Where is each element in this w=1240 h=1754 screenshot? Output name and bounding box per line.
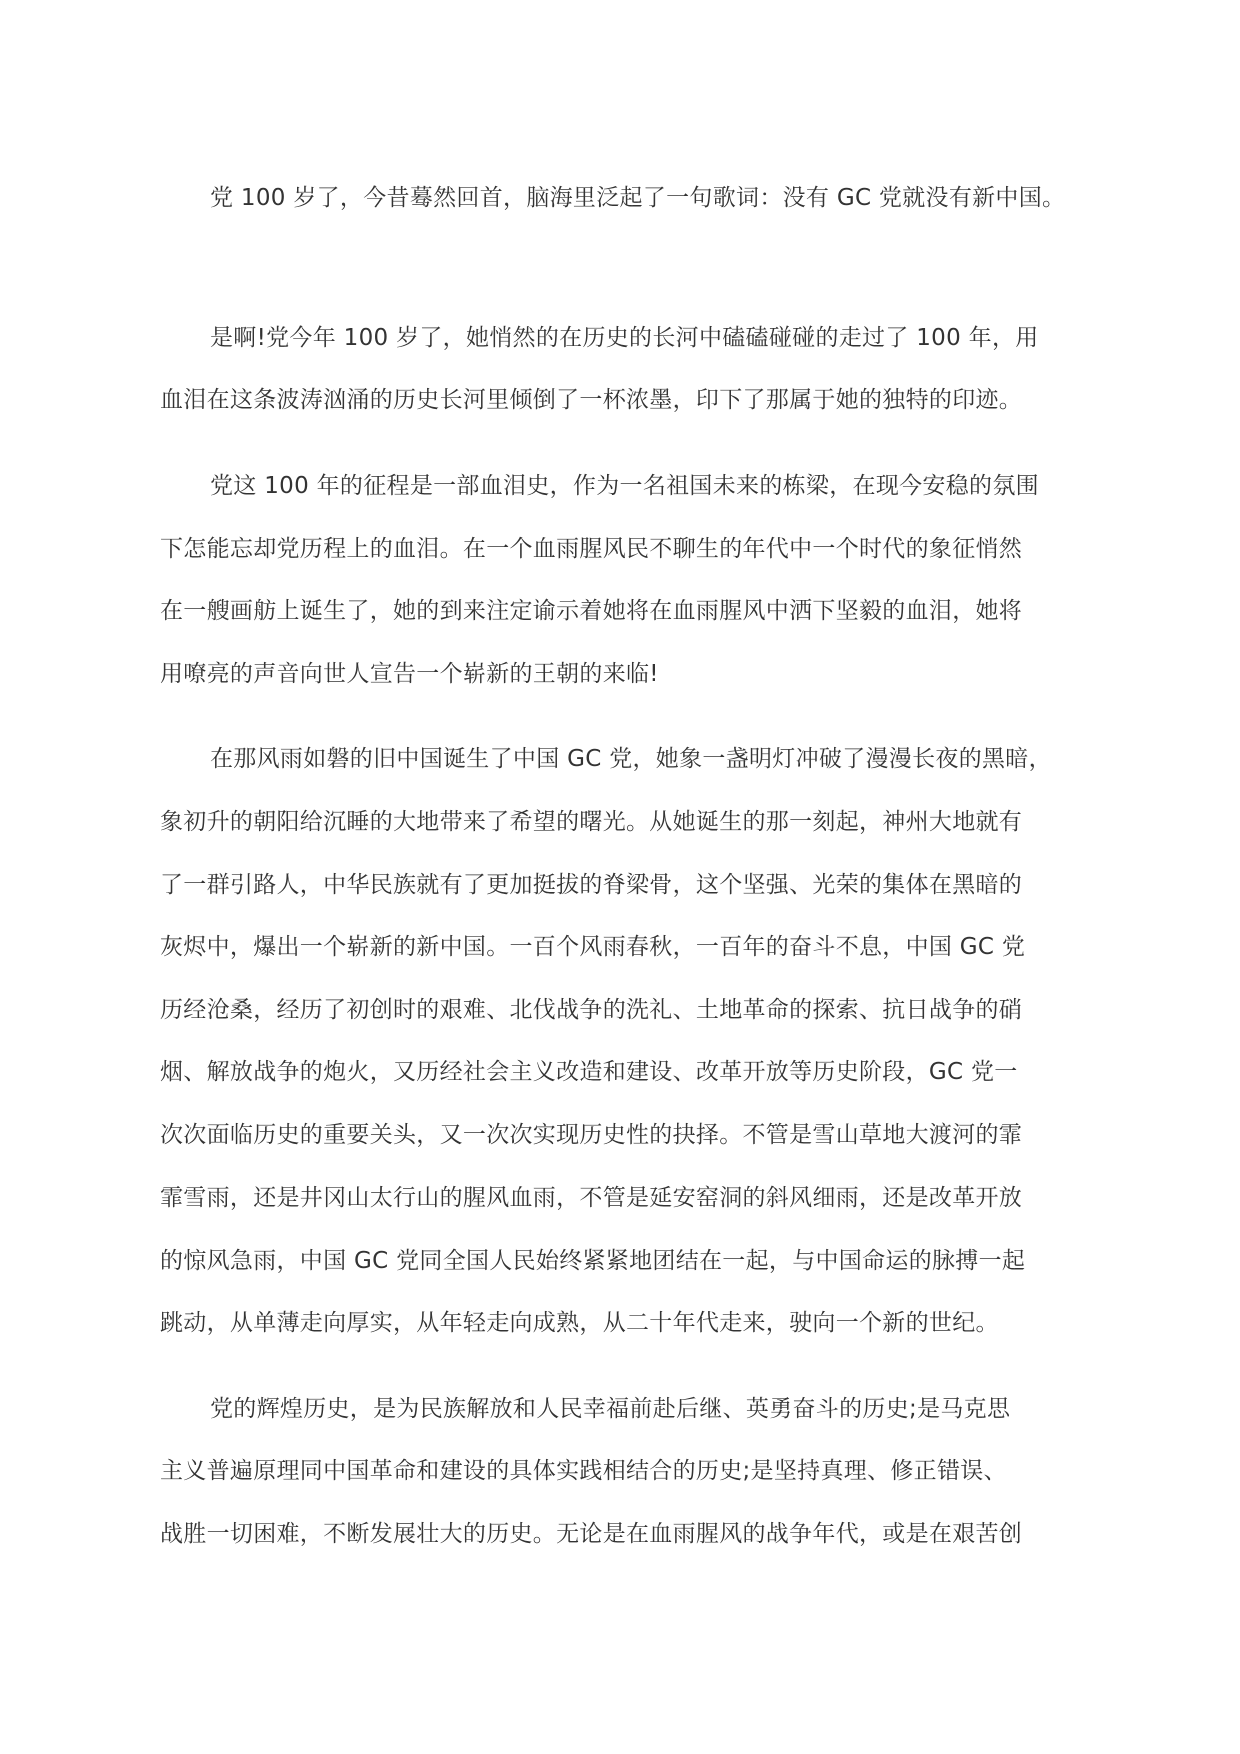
paragraph-5-line-1: 党的辉煌历史，是为民族解放和人民幸福前赴后继、英勇奋斗的历史;是马克思 [210, 1396, 1011, 1422]
paragraph-4-line-7: 次次面临历史的重要关头，又一次次实现历史性的抉择。不管是雪山草地大渡河的霏 [160, 1122, 1023, 1148]
paragraph-3-line-3: 在一艘画舫上诞生了，她的到来注定谕示着她将在血雨腥风中洒下坚毅的血泪，她将 [160, 598, 1023, 624]
paragraph-2-line-2: 血泪在这条波涛汹涌的历史长河里倾倒了一杯浓墨，印下了那属于她的独特的印迹。 [160, 387, 1023, 413]
paragraph-4-line-1: 在那风雨如磐的旧中国诞生了中国 GC 党，她象一盏明灯冲破了漫漫长夜的黑暗， [210, 746, 1052, 772]
paragraph-1-line-1: 党 100 岁了，今昔蓦然回首，脑海里泛起了一句歌词：没有 GC 党就没有新中国。 [210, 185, 1066, 211]
paragraph-4-line-9: 的惊风急雨，中国 GC 党同全国人民始终紧紧地团结在一起，与中国命运的脉搏一起 [160, 1248, 1026, 1274]
paragraph-4-line-8: 霏雪雨，还是井冈山太行山的腥风血雨，不管是延安窑洞的斜风细雨，还是改革开放 [160, 1185, 1023, 1211]
paragraph-5-line-2: 主义普遍原理同中国革命和建设的具体实践相结合的历史;是坚持真理、修正错误、 [160, 1458, 1007, 1484]
paragraph-3-line-4: 用嘹亮的声音向世人宣告一个崭新的王朝的来临! [160, 661, 659, 687]
paragraph-4-line-2: 象初升的朝阳给沉睡的大地带来了希望的曙光。从她诞生的那一刻起，神州大地就有 [160, 809, 1023, 835]
paragraph-3-line-2: 下怎能忘却党历程上的血泪。在一个血雨腥风民不聊生的年代中一个时代的象征悄然 [160, 536, 1023, 562]
paragraph-4-line-4: 灰烬中，爆出一个崭新的新中国。一百个风雨春秋，一百年的奋斗不息，中国 GC 党 [160, 934, 1026, 960]
paragraph-4-line-6: 烟、解放战争的炮火，又历经社会主义改造和建设、改革开放等历史阶段，GC 党一 [160, 1059, 1018, 1085]
paragraph-3-line-1: 党这 100 年的征程是一部血泪史，作为一名祖国未来的栋梁，在现今安稳的氛围 [210, 473, 1039, 499]
paragraph-2-line-1: 是啊!党今年 100 岁了，她悄然的在历史的长河中磕磕碰碰的走过了 100 年，用 [210, 325, 1039, 351]
paragraph-4-line-3: 了一群引路人，中华民族就有了更加挺拔的脊梁骨，这个坚强、光荣的集体在黑暗的 [160, 872, 1023, 898]
paragraph-4-line-5: 历经沧桑，经历了初创时的艰难、北伐战争的洗礼、土地革命的探索、抗日战争的硝 [160, 997, 1023, 1023]
paragraph-5-line-3: 战胜一切困难，不断发展壮大的历史。无论是在血雨腥风的战争年代，或是在艰苦创 [160, 1521, 1023, 1547]
paragraph-4-line-10: 跳动，从单薄走向厚实，从年轻走向成熟，从二十年代走来，驶向一个新的世纪。 [160, 1310, 999, 1336]
